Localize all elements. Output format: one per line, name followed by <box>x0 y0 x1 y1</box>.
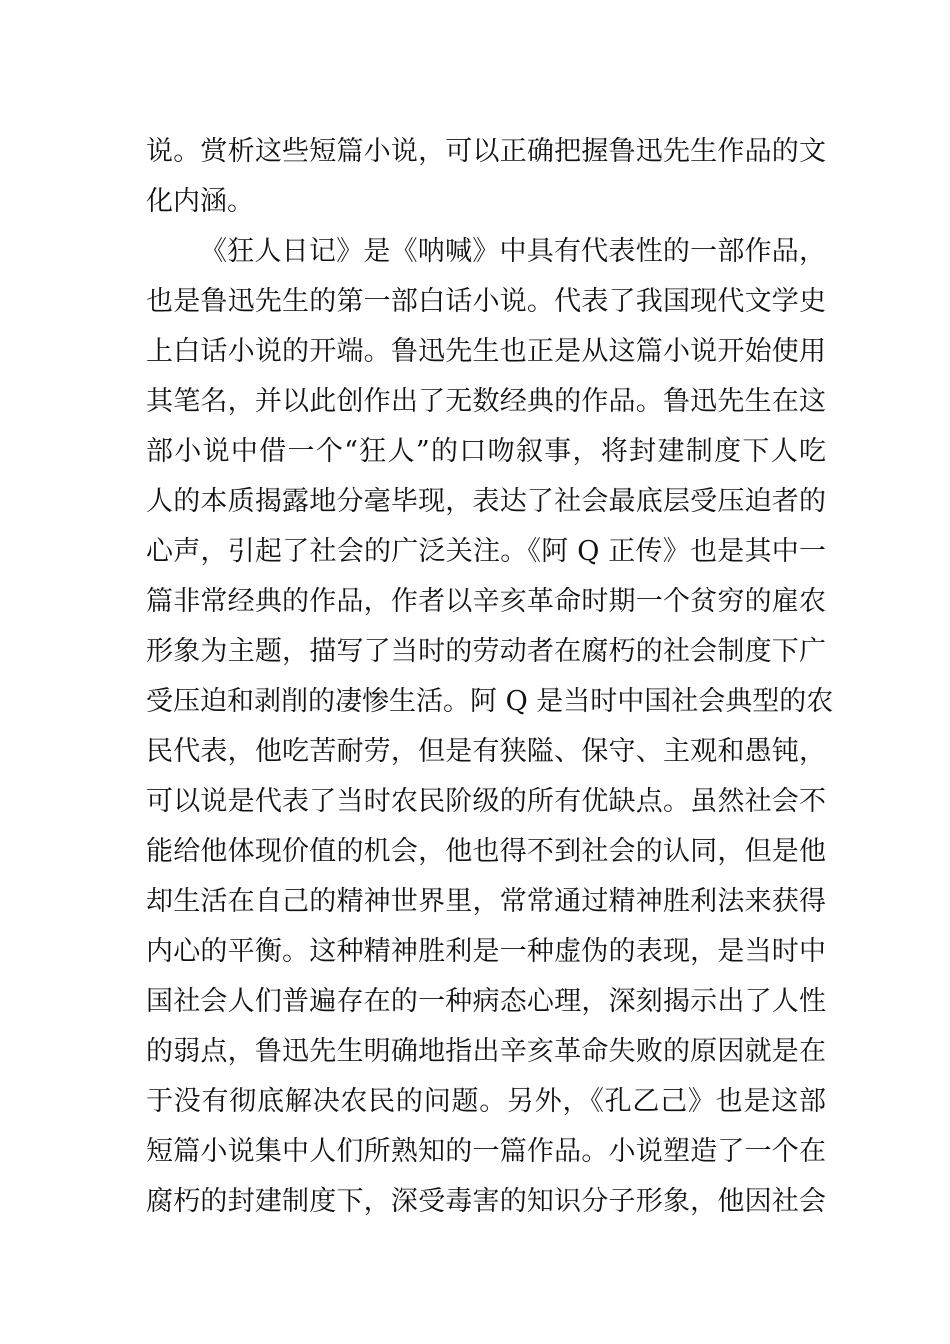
text-line: 形象为主题，描写了当时的劳动者在腐朽的社会制度下广 <box>146 636 826 667</box>
text-line: 人的本质揭露地分毫毕现，表达了社会最底层受压迫者的 <box>146 486 826 517</box>
text-line: 民代表，他吃苦耐劳，但是有狭隘、保守、主观和愚钝， <box>146 736 826 767</box>
text-line: 腐朽的封建制度下，深受毒害的知识分子形象，他因社会 <box>146 1186 826 1217</box>
text-line: 《狂人日记》是《呐喊》中具有代表性的一部作品， <box>200 236 826 267</box>
text-line: 化内涵。 <box>146 186 254 217</box>
text-line: 受压迫和剥削的凄惨生活。阿 Q 是当时中国社会典型的农 <box>146 686 834 717</box>
text-line: 心声，引起了社会的广泛关注。《阿 Q 正传》也是其中一 <box>146 536 826 567</box>
text-line: 国社会人们普遍存在的一种病态心理，深刻揭示出了人性 <box>146 986 826 1017</box>
text-line: 的弱点，鲁迅先生明确地指出辛亥革命失败的原因就是在 <box>146 1036 826 1067</box>
text-line: 说。赏析这些短篇小说，可以正确把握鲁迅先生作品的文 <box>146 136 826 167</box>
text-line: 短篇小说集中人们所熟知的一篇作品。小说塑造了一个在 <box>146 1136 826 1167</box>
text-line: 却生活在自己的精神世界里，常常通过精神胜利法来获得 <box>146 886 826 917</box>
text-line: 其笔名，并以此创作出了无数经典的作品。鲁迅先生在这 <box>146 386 826 417</box>
text-line: 内心的平衡。这种精神胜利是一种虚伪的表现，是当时中 <box>146 936 826 967</box>
text-line: 篇非常经典的作品，作者以辛亥革命时期一个贫穷的雇农 <box>146 586 826 617</box>
text-line: 可以说是代表了当时农民阶级的所有优缺点。虽然社会不 <box>146 786 826 817</box>
text-line: 能给他体现价值的机会，他也得不到社会的认同，但是他 <box>146 836 826 867</box>
text-line: 上白话小说的开端。鲁迅先生也正是从这篇小说开始使用 <box>146 336 826 367</box>
text-line: 部小说中借一个“狂人”的口吻叙事，将封建制度下人吃 <box>146 436 826 467</box>
text-line: 于没有彻底解决农民的问题。另外，《孔乙己》也是这部 <box>146 1086 826 1117</box>
text-line: 也是鲁迅先生的第一部白话小说。代表了我国现代文学史 <box>146 286 826 317</box>
